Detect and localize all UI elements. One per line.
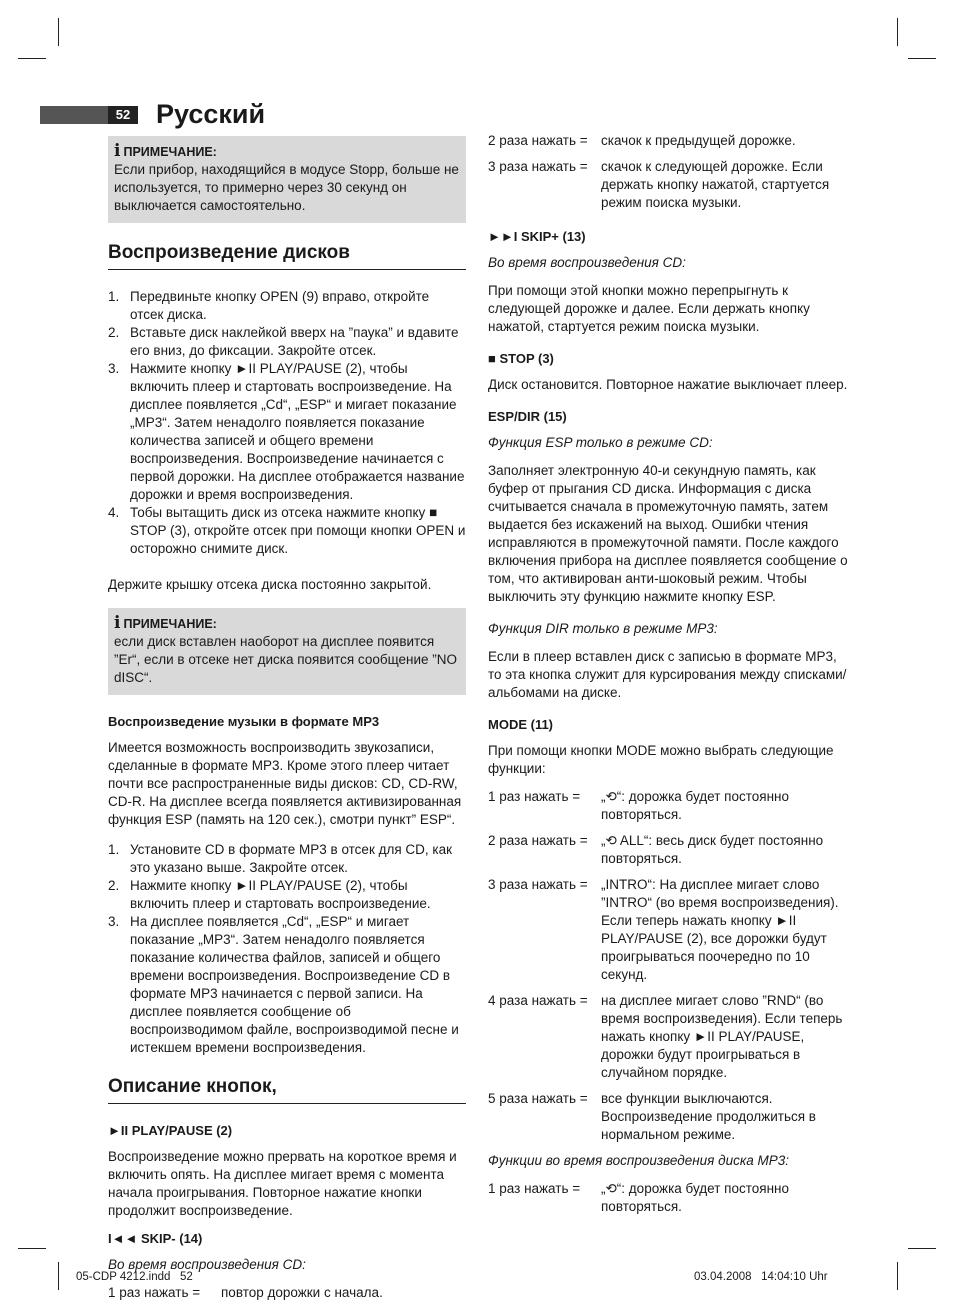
press-row: 1 раз нажать = „⟲“: дорожка будет постоянно повторяться. — [488, 789, 789, 822]
paragraph: При помощи этой кнопки можно перепрыгнуть к следующей дорожке и далее. Если держать кнопку нажатой, стартуется режим поиска музыки. — [488, 283, 810, 334]
list-item: 4. Тобы вытащить диск из отсека нажмите кнопку ■ STOP (3), откройте отсек при помощи кнопки OPEN и осторожно снимите диск. — [108, 505, 466, 556]
footer-timestamp: 03.04.2008 14:04:10 Uhr — [694, 1271, 828, 1283]
italic-subheading: Во время воспроизведения CD: — [488, 255, 686, 270]
note-box — [108, 136, 466, 223]
footer-file: 05-CDP 4212.indd 52 — [76, 1271, 193, 1283]
right-column — [488, 132, 848, 1224]
note-title: i ПРИМЕЧАНИЕ: — [114, 613, 217, 633]
press-row: 2 раза нажать = „⟲ ALL“: весь диск будет постоянно повторяться. — [488, 833, 824, 866]
list-item: 2. Вставьте диск наклейкой вверх на ”паука” и вдавите его вниз, до фиксации. Закройте отсек. — [108, 325, 459, 358]
list-item: 3. На дисплее появляется „Cd“, „ESP“ и мигает показание „MP3“. Затем ненадолго появляется показание количества файлов, записей и общего времени воспроизведения. Воспроизведение CD в формате MP3 начинается с первой записи. На дисплее появляется сообщение об воспроизводимом файле, воспроизводимой песне и истекшем времени воспроизведения. — [108, 914, 459, 1055]
note-box — [108, 608, 466, 695]
press-row: 5 раза нажать = все функции выключаются. Воспроизведение продолжиться в нормальном режиме. — [488, 1091, 816, 1142]
note-text: Если прибор, находящийся в модусе Stopp, больше не используется, то примерно через 30 секунд он выключается самостоятельно. — [114, 162, 459, 213]
note-title: i ПРИМЕЧАНИЕ: — [114, 141, 217, 161]
list-item: 2. Нажмите кнопку ►II PLAY/PAUSE (2), чтобы включить плеер и стартовать воспроизведение. — [108, 878, 431, 911]
button-heading-skip-plus: ►►I SKIP+ (13) — [488, 229, 586, 244]
paragraph: Если в плеер вставлен диск с записью в формате MP3, то эта кнопка служит для курсирования между списками/ альбомами на диске. — [488, 649, 847, 700]
crop-mark — [897, 18, 898, 46]
press-row: 3 раза нажать = „INTRO“: На дисплее мигает слово ”INTRO“ (во время воспроизведения). Если теперь нажать кнопку ►II PLAY/PAUSE (2), все дорожки будут проигрываться поочередно по 10 секунд. — [488, 877, 839, 982]
italic-subheading: Во время воспроизведения CD: — [108, 1257, 306, 1272]
paragraph: Заполняет электронную 40-и секундную память, как буфер от прыгания CD диска. Информация с диска считывается сначала в промежуточную память, затем выдается без искажений на выход. Ошибки чтения исправляются в промежуточной памяти. После каждого включения прибора на дисплее появляется сообщение о том, что активирован анти-шоковый режим. Чтобы выключить эту функцию нажмите кнопку ESP. — [488, 463, 848, 604]
note-text: если диск вставлен наоборот на дисплее появится ”Er“, если в отсеке нет диска появится сообщение ”NO dISC“. — [114, 634, 458, 685]
crop-mark — [908, 58, 936, 59]
steps-list — [108, 288, 466, 558]
paragraph: При помощи кнопки MODE можно выбрать следующие функции: — [488, 743, 834, 776]
button-heading-skip-minus: I◄◄ SKIP- (14) — [108, 1231, 203, 1246]
section-title: Описание кнопок, — [108, 1075, 466, 1104]
steps-list — [108, 841, 466, 1057]
paragraph: Имеется возможность воспроизводить звукозаписи, сделанные в формате MP3. Кроме этого плеер читает почти все распространенные виды дисков: CD, CD-RW, CD-R. На дисплее всегда появляется активизированная функция ESP (память на 120 сек.), смотри пункт” ESP“. — [108, 740, 462, 827]
left-column — [108, 136, 466, 1310]
section-title: Воспроизведение дисков — [108, 241, 466, 270]
paragraph: Держите крышку отсека диска постоянно закрытой. — [108, 577, 432, 592]
button-heading-mode: MODE (11) — [488, 717, 554, 732]
crop-mark — [58, 1262, 59, 1290]
paragraph: Воспроизведение можно прервать на короткое время и включить опять. На дисплее мигает время с момента начала проигрывания. Повторное нажатие кнопки продолжит воспроизведение. — [108, 1149, 457, 1218]
press-row: 1 раз нажать = повтор дорожки с начала. — [108, 1285, 383, 1300]
press-row: 1 раз нажать = „⟲“: дорожка будет постоянно повторяться. — [488, 1181, 789, 1214]
paragraph: Диск остановится. Повторное нажатие выключает плеер. — [488, 377, 848, 392]
header-bar — [40, 106, 110, 124]
crop-mark — [18, 1248, 46, 1249]
info-icon: i — [114, 141, 121, 161]
press-row: 4 раза нажать = на дисплее мигает слово ”RND“ (во время воспроизведения). Если теперь нажать кнопку ►II PLAY/PAUSE, дорожки будут проигрываться в случайном порядке. — [488, 993, 843, 1080]
page-number: 52 — [108, 106, 138, 124]
italic-subheading: Функция ESP только в режиме CD: — [488, 435, 713, 450]
button-heading-play: ►II PLAY/PAUSE (2) — [108, 1123, 233, 1138]
press-row: 3 раза нажать = скачок к следующей дорожке. Если держать кнопку нажатой, стартуется режим поиска музыки. — [488, 159, 830, 210]
button-heading-esp: ESP/DIR (15) — [488, 409, 567, 424]
italic-subheading: Функция DIR только в режиме MP3: — [488, 621, 718, 636]
crop-mark — [58, 18, 59, 46]
crop-mark — [18, 58, 46, 59]
page-title: Русский — [156, 99, 266, 129]
italic-subheading: Функции во время воспроизведения диска MP3: — [488, 1153, 789, 1168]
subsection-title: Воспроизведение музыки в формате MP3 — [108, 714, 380, 729]
crop-mark — [897, 1262, 898, 1290]
crop-mark — [908, 1248, 936, 1249]
press-row: 2 раза нажать = скачок к предыдущей дорожке. — [488, 133, 796, 148]
list-item: 1. Установите CD в формате MP3 в отсек для CD, как это указано выше. Закройте отсек. — [108, 842, 453, 875]
info-icon: i — [114, 613, 121, 633]
list-item: 3. Нажмите кнопку ►II PLAY/PAUSE (2), чтобы включить плеер и стартовать воспроизведение. На дисплее появляется „Cd“, „ESP“ и мигает показание „MP3“. Затем ненадолго появляется показание количества записей и общего времени воспроизведения. Воспроизведение начинается с первой дорожки. На дисплее отображается название дорожки и время воспроизведения. — [108, 361, 465, 502]
button-heading-stop: ■ STOP (3) — [488, 351, 554, 366]
list-item: 1. Передвиньте кнопку OPEN (9) вправо, откройте отсек диска. — [108, 289, 430, 322]
